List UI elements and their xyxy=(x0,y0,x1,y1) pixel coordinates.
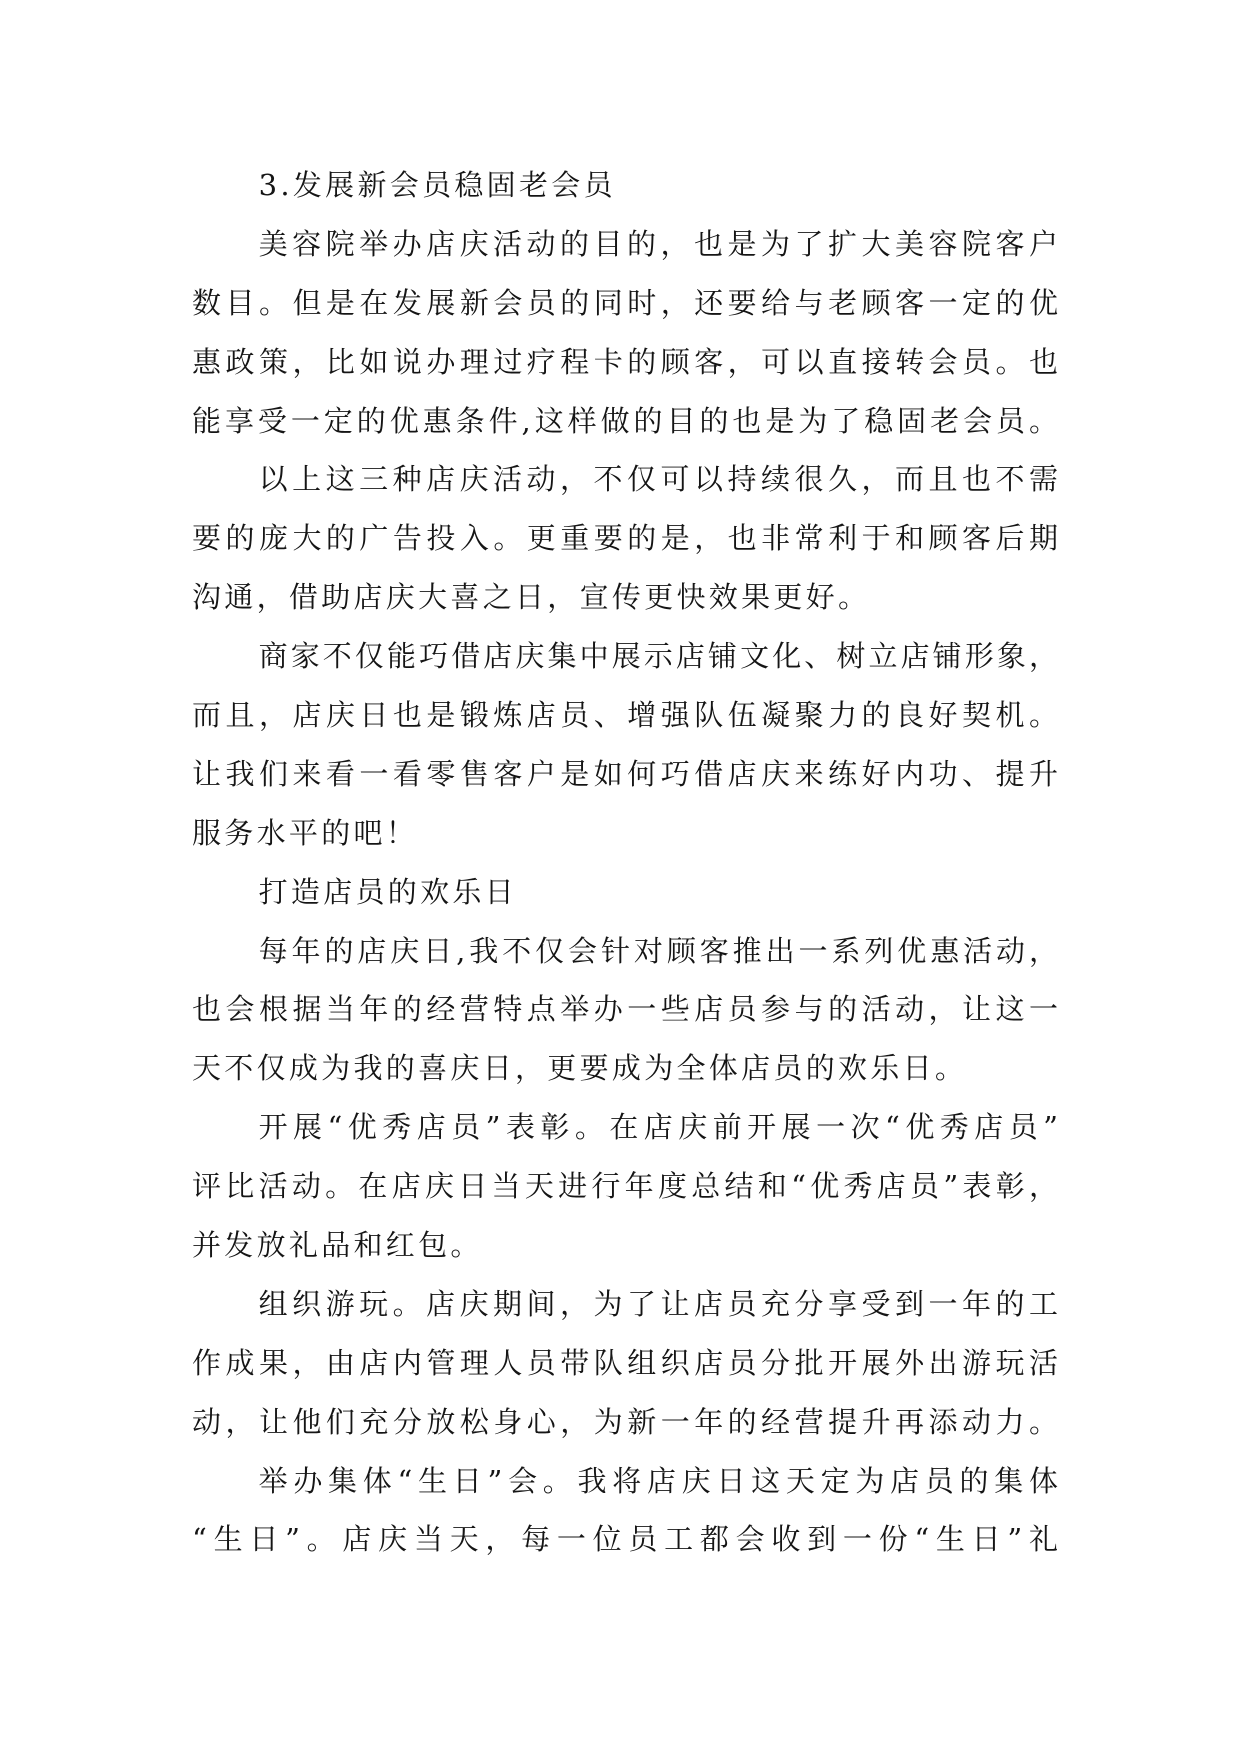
paragraph-line: 惠政策，比如说办理过疗程卡的顾客，可以直接转会员。也 xyxy=(192,344,1058,379)
paragraph-line: 评比活动。在店庆日当天进行年度总结和“优秀店员”表彰， xyxy=(192,1169,1058,1204)
paragraph xyxy=(192,1275,1058,1452)
paragraph-line: 美容院举办店庆活动的目的，也是为了扩大美容院客户 xyxy=(258,226,1058,261)
paragraph-line: 天不仅成为我的喜庆日，更要成为全体店员的欢乐日。 xyxy=(192,1051,968,1086)
paragraph xyxy=(192,450,1058,627)
heading-line: 3.发展新会员稳固老会员 xyxy=(258,168,616,202)
paragraph xyxy=(192,922,1058,1099)
heading-line: 打造店员的欢乐日 xyxy=(258,874,517,909)
paragraph-line: 开展“优秀店员”表彰。在店庆前开展一次“优秀店员” xyxy=(258,1110,1058,1145)
paragraph-line: 组织游玩。店庆期间，为了让店员充分享受到一年的工 xyxy=(258,1286,1058,1321)
paragraph-line: “生日”。店庆当天，每一位员工都会收到一份“生日”礼 xyxy=(192,1522,1058,1557)
document-body xyxy=(192,156,1058,1569)
paragraph-line: 作成果，由店内管理人员带队组织店员分批开展外出游玩活 xyxy=(192,1345,1058,1380)
paragraph xyxy=(192,627,1058,863)
paragraph-line: 每年的店庆日,我不仅会针对顾客推出一系列优惠活动， xyxy=(258,933,1058,968)
section-heading xyxy=(192,863,1058,922)
paragraph-line: 要的庞大的广告投入。更重要的是，也非常利于和顾客后期 xyxy=(192,521,1058,556)
paragraph-line: 动，让他们充分放松身心，为新一年的经营提升再添动力。 xyxy=(192,1404,1058,1439)
paragraph-line: 数目。但是在发展新会员的同时，还要给与老顾客一定的优 xyxy=(192,285,1058,320)
paragraph-line: 举办集体“生日”会。我将店庆日这天定为店员的集体 xyxy=(258,1463,1058,1498)
paragraph-line: 以上这三种店庆活动，不仅可以持续很久，而且也不需 xyxy=(258,462,1058,497)
paragraph-line: 也会根据当年的经营特点举办一些店员参与的活动，让这一 xyxy=(192,992,1058,1027)
paragraph-line: 沟通，借助店庆大喜之日，宣传更快效果更好。 xyxy=(192,580,871,615)
paragraph-line: 并发放礼品和红包。 xyxy=(192,1228,483,1263)
section-heading xyxy=(192,156,1058,215)
paragraph-line: 服务水平的吧！ xyxy=(192,815,419,850)
paragraph-line: 商家不仅能巧借店庆集中展示店铺文化、树立店铺形象， xyxy=(258,639,1058,674)
paragraph xyxy=(192,215,1058,451)
paragraph xyxy=(192,1452,1058,1570)
paragraph-line: 能享受一定的优惠条件,这样做的目的也是为了稳固老会员。 xyxy=(192,403,1058,438)
paragraph-line: 而且，店庆日也是锻炼店员、增强队伍凝聚力的良好契机。 xyxy=(192,698,1058,733)
paragraph xyxy=(192,1098,1058,1275)
paragraph-line: 让我们来看一看零售客户是如何巧借店庆来练好内功、提升 xyxy=(192,756,1058,791)
